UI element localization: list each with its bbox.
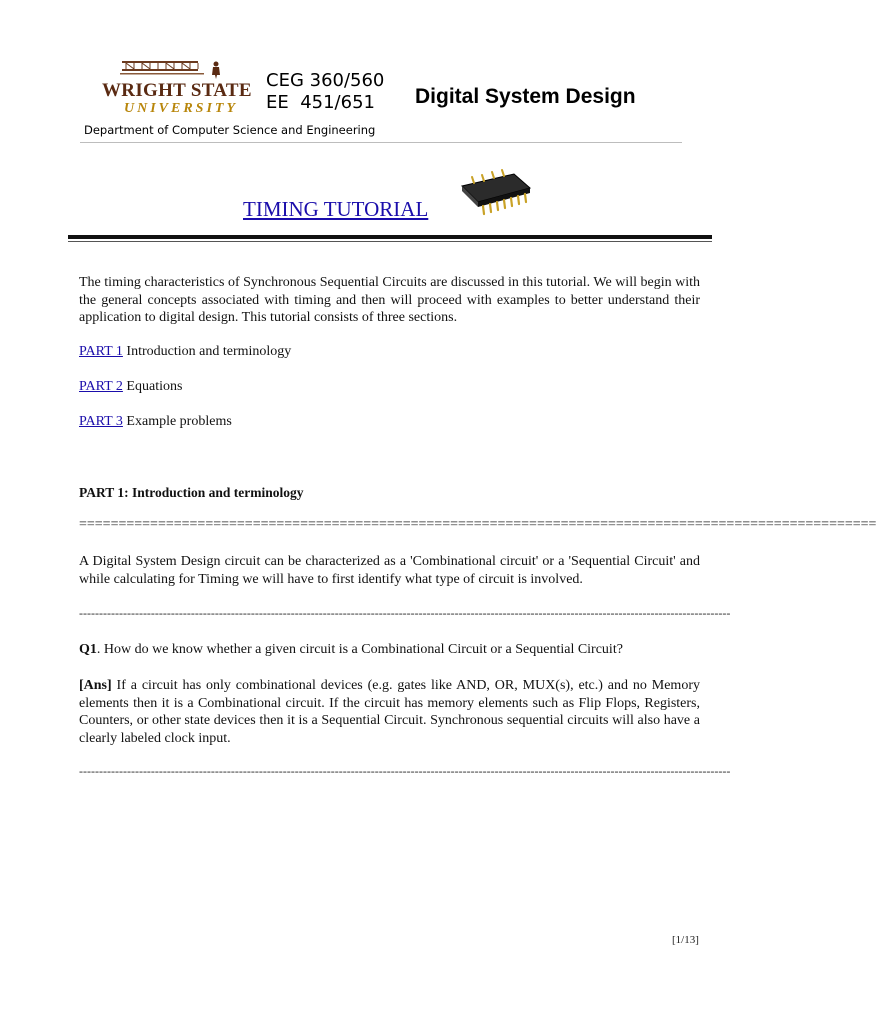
- logo-subtitle: UNIVERSITY: [124, 101, 239, 116]
- circuit-types-paragraph: A Digital System Design circuit can be characterized as a 'Combinational circuit' or a 'Sequential Circuit' and while calculating for Timing we will have to first identify what type of circuit is involved.: [79, 554, 700, 587]
- wright-state-logo: [96, 58, 252, 120]
- dashed-divider-1: -------------------------------------------------------------------------------------------------------------------------------------------------------------------: [79, 606, 731, 620]
- logo-wordmark: WRIGHT STATE: [102, 80, 252, 101]
- part-1-line: [79, 344, 291, 360]
- part-2-link[interactable]: PART 2: [79, 379, 123, 394]
- course-codes: CEG 360/560 EE 451/651: [266, 70, 385, 113]
- double-rule-divider: =====================================================================================================: [79, 517, 876, 532]
- dashed-divider-2: -------------------------------------------------------------------------------------------------------------------------------------------------------------------: [79, 764, 731, 778]
- section-heading-part-1: PART 1: Introduction and terminology: [79, 485, 304, 500]
- part-2-line: [79, 379, 182, 395]
- intro-paragraph: The timing characteristics of Synchronous Sequential Circuits are discussed in this tutorial. We will begin with the general concepts associated with timing and then will proceed with examples to better understand their application to digital design. This tutorial consists of three sections.: [79, 275, 700, 325]
- wright-flyer-icon: [120, 58, 228, 80]
- question-1: [79, 641, 700, 659]
- department-name: Department of Computer Science and Engineering: [84, 123, 376, 137]
- title-divider-thin: [68, 241, 712, 242]
- header-divider: [80, 142, 682, 143]
- title-divider-thick: [68, 235, 712, 239]
- part-1-link[interactable]: PART 1: [79, 344, 123, 359]
- chip-icon: [456, 166, 534, 216]
- part-3-description: Example problems: [122, 414, 232, 429]
- page-number: [1/13]: [672, 934, 699, 946]
- course-title: Digital System Design: [415, 85, 636, 108]
- part-3-line: [79, 414, 232, 430]
- question-1-text: . How do we know whether a given circuit is a Combinational Circuit or a Sequential Circuit?: [96, 642, 623, 657]
- answer-1-label: [Ans]: [79, 678, 112, 693]
- part-2-description: Equations: [122, 379, 183, 394]
- part-1-description: Introduction and terminology: [122, 344, 292, 359]
- tutorial-title-link[interactable]: TIMING TUTORIAL: [243, 197, 429, 221]
- question-1-label: Q1: [79, 642, 97, 657]
- part-3-link[interactable]: PART 3: [79, 414, 123, 429]
- answer-1: [79, 677, 700, 747]
- answer-1-text: If a circuit has only combinational devices (e.g. gates like AND, OR, MUX(s), etc.) and no Memory elements then it is a Combinational circuit. If the circuit has memory elements such as Flip Flops, Registers, Counters, or other state devices then it is a Sequential Circuit. Synchronous sequential circuits will also have a clearly labeled clock input.: [79, 678, 700, 746]
